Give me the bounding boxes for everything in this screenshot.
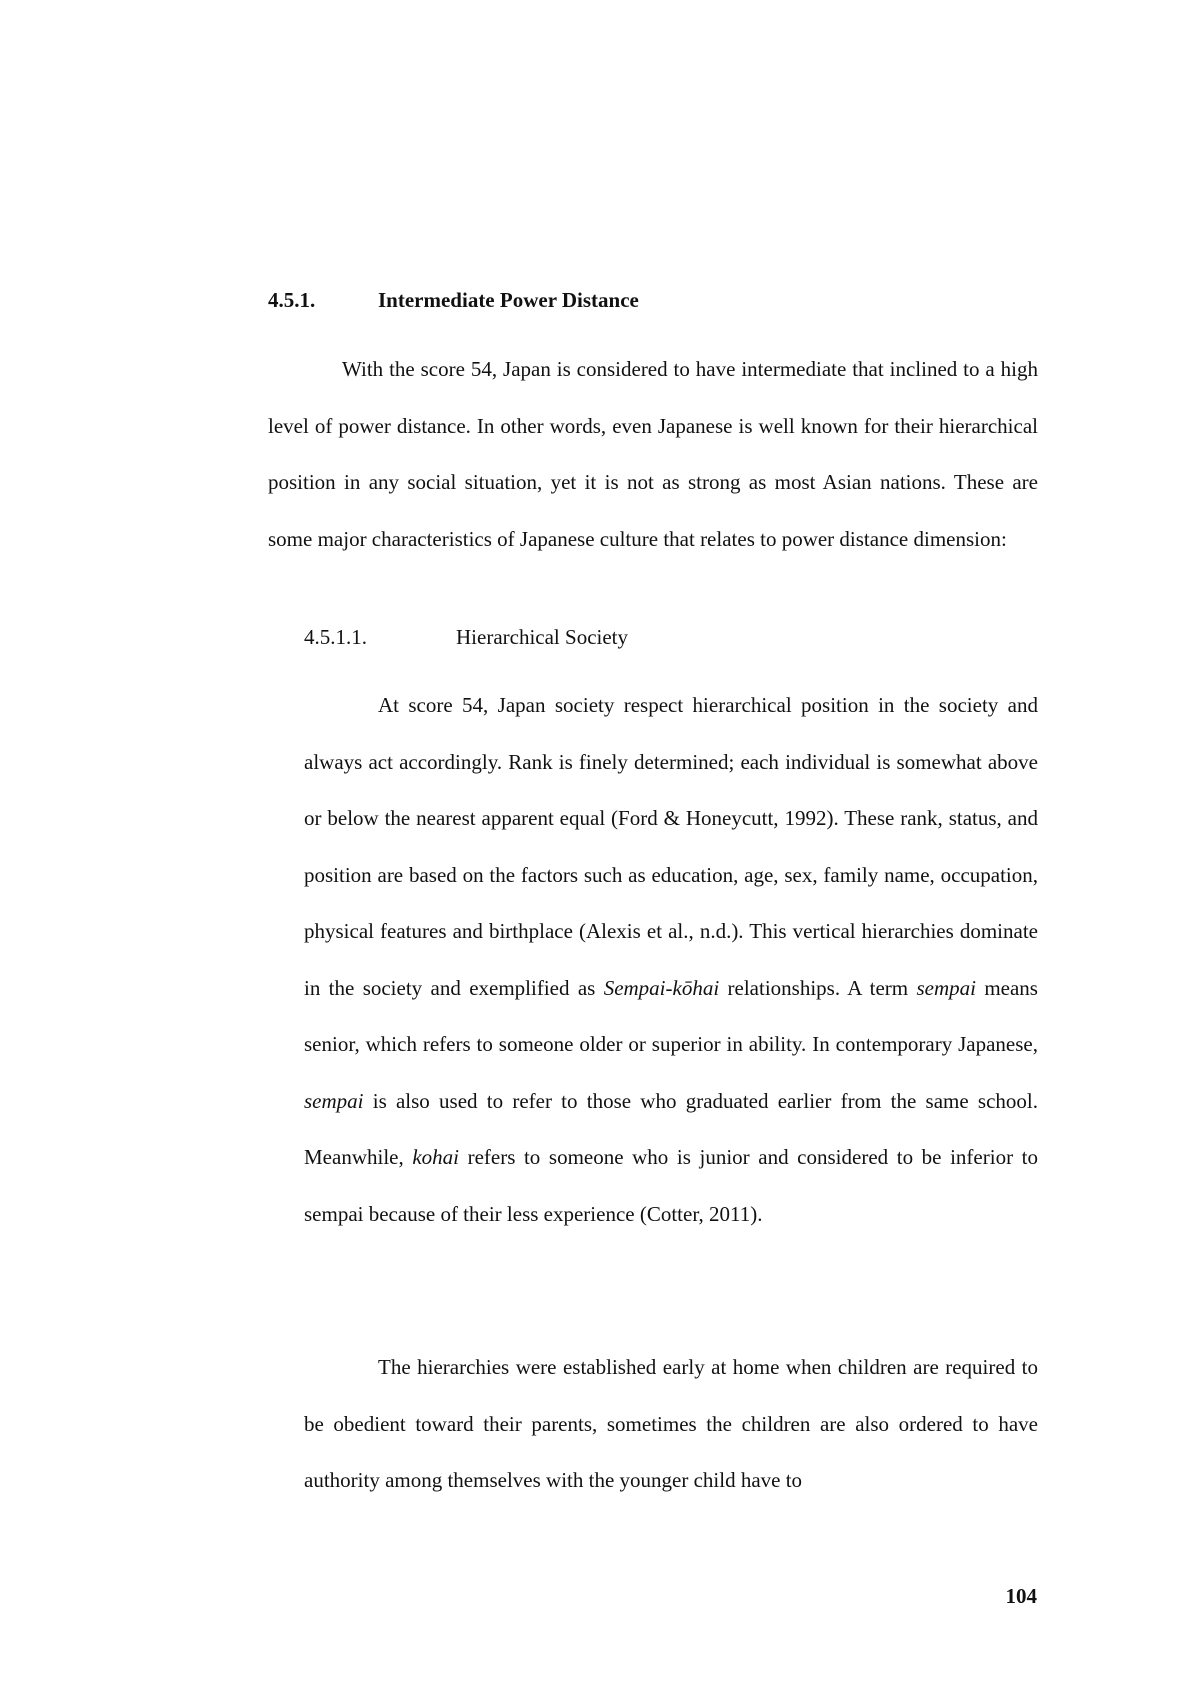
section-number: 4.5.1. — [268, 288, 316, 312]
paragraph-2-part-3: means senior, which refers to someone older or superior in ability. In contemporary Japanese, — [304, 975, 1038, 1056]
paragraph-2-part-5: refers to someone who is junior and considered to be inferior to sempai because of their less experience (Cotter, 2011). — [304, 1145, 1038, 1226]
paragraph-1-text: With the score 54, Japan is considered to have intermediate that inclined to a high level of power distance. In other words, even Japanese is well known for their hierarchical position in any social situation, yet it is not as strong as most Asian nations. These are some major characteristics of Japanese culture that relates to power distance dimension: — [268, 357, 1038, 551]
term-sempai-kohai: Sempai-kōhai — [603, 975, 720, 1000]
paragraph-2-part-2: relationships. A term — [719, 975, 917, 1000]
paragraph-power-distance-intro — [268, 341, 1038, 567]
section-title: Intermediate Power Distance — [378, 288, 639, 312]
term-kohai: kohai — [412, 1145, 459, 1169]
paragraph-2-part-4: is also used to refer to those who graduated earlier from the same school. Meanwhile, — [304, 1088, 1038, 1169]
paragraph-3-text: The hierarchies were established early at home when children are required to be obedient toward their parents, sometimes the children are also ordered to have authority among themselves with the younger child have to — [304, 1355, 1038, 1492]
paragraph-hierarchical-society — [304, 677, 1038, 1242]
paragraph-2-part-1: At score 54, Japan society respect hierarchical position in the society and always act accordingly. Rank is finely determined; each individual is somewhat above or below the nearest apparent equal (Ford & Honeycutt, 1992). These rank, status, and position are based on the factors such as education, age, sex, family name, occupation, physical features and birthplace (Alexis et al., n.d.). This vertical hierarchies dominate in the society and exemplified as — [304, 693, 1038, 1000]
term-sempai: sempai — [916, 975, 976, 1000]
page-number: 104 — [1005, 1584, 1037, 1608]
section-heading — [268, 286, 639, 314]
subsection-number: 4.5.1.1. — [304, 625, 367, 649]
term-sempai: sempai — [304, 1088, 364, 1113]
paragraph-hierarchies-at-home — [304, 1339, 1038, 1509]
subsection-heading — [304, 623, 628, 651]
subsection-title: Hierarchical Society — [456, 625, 628, 649]
